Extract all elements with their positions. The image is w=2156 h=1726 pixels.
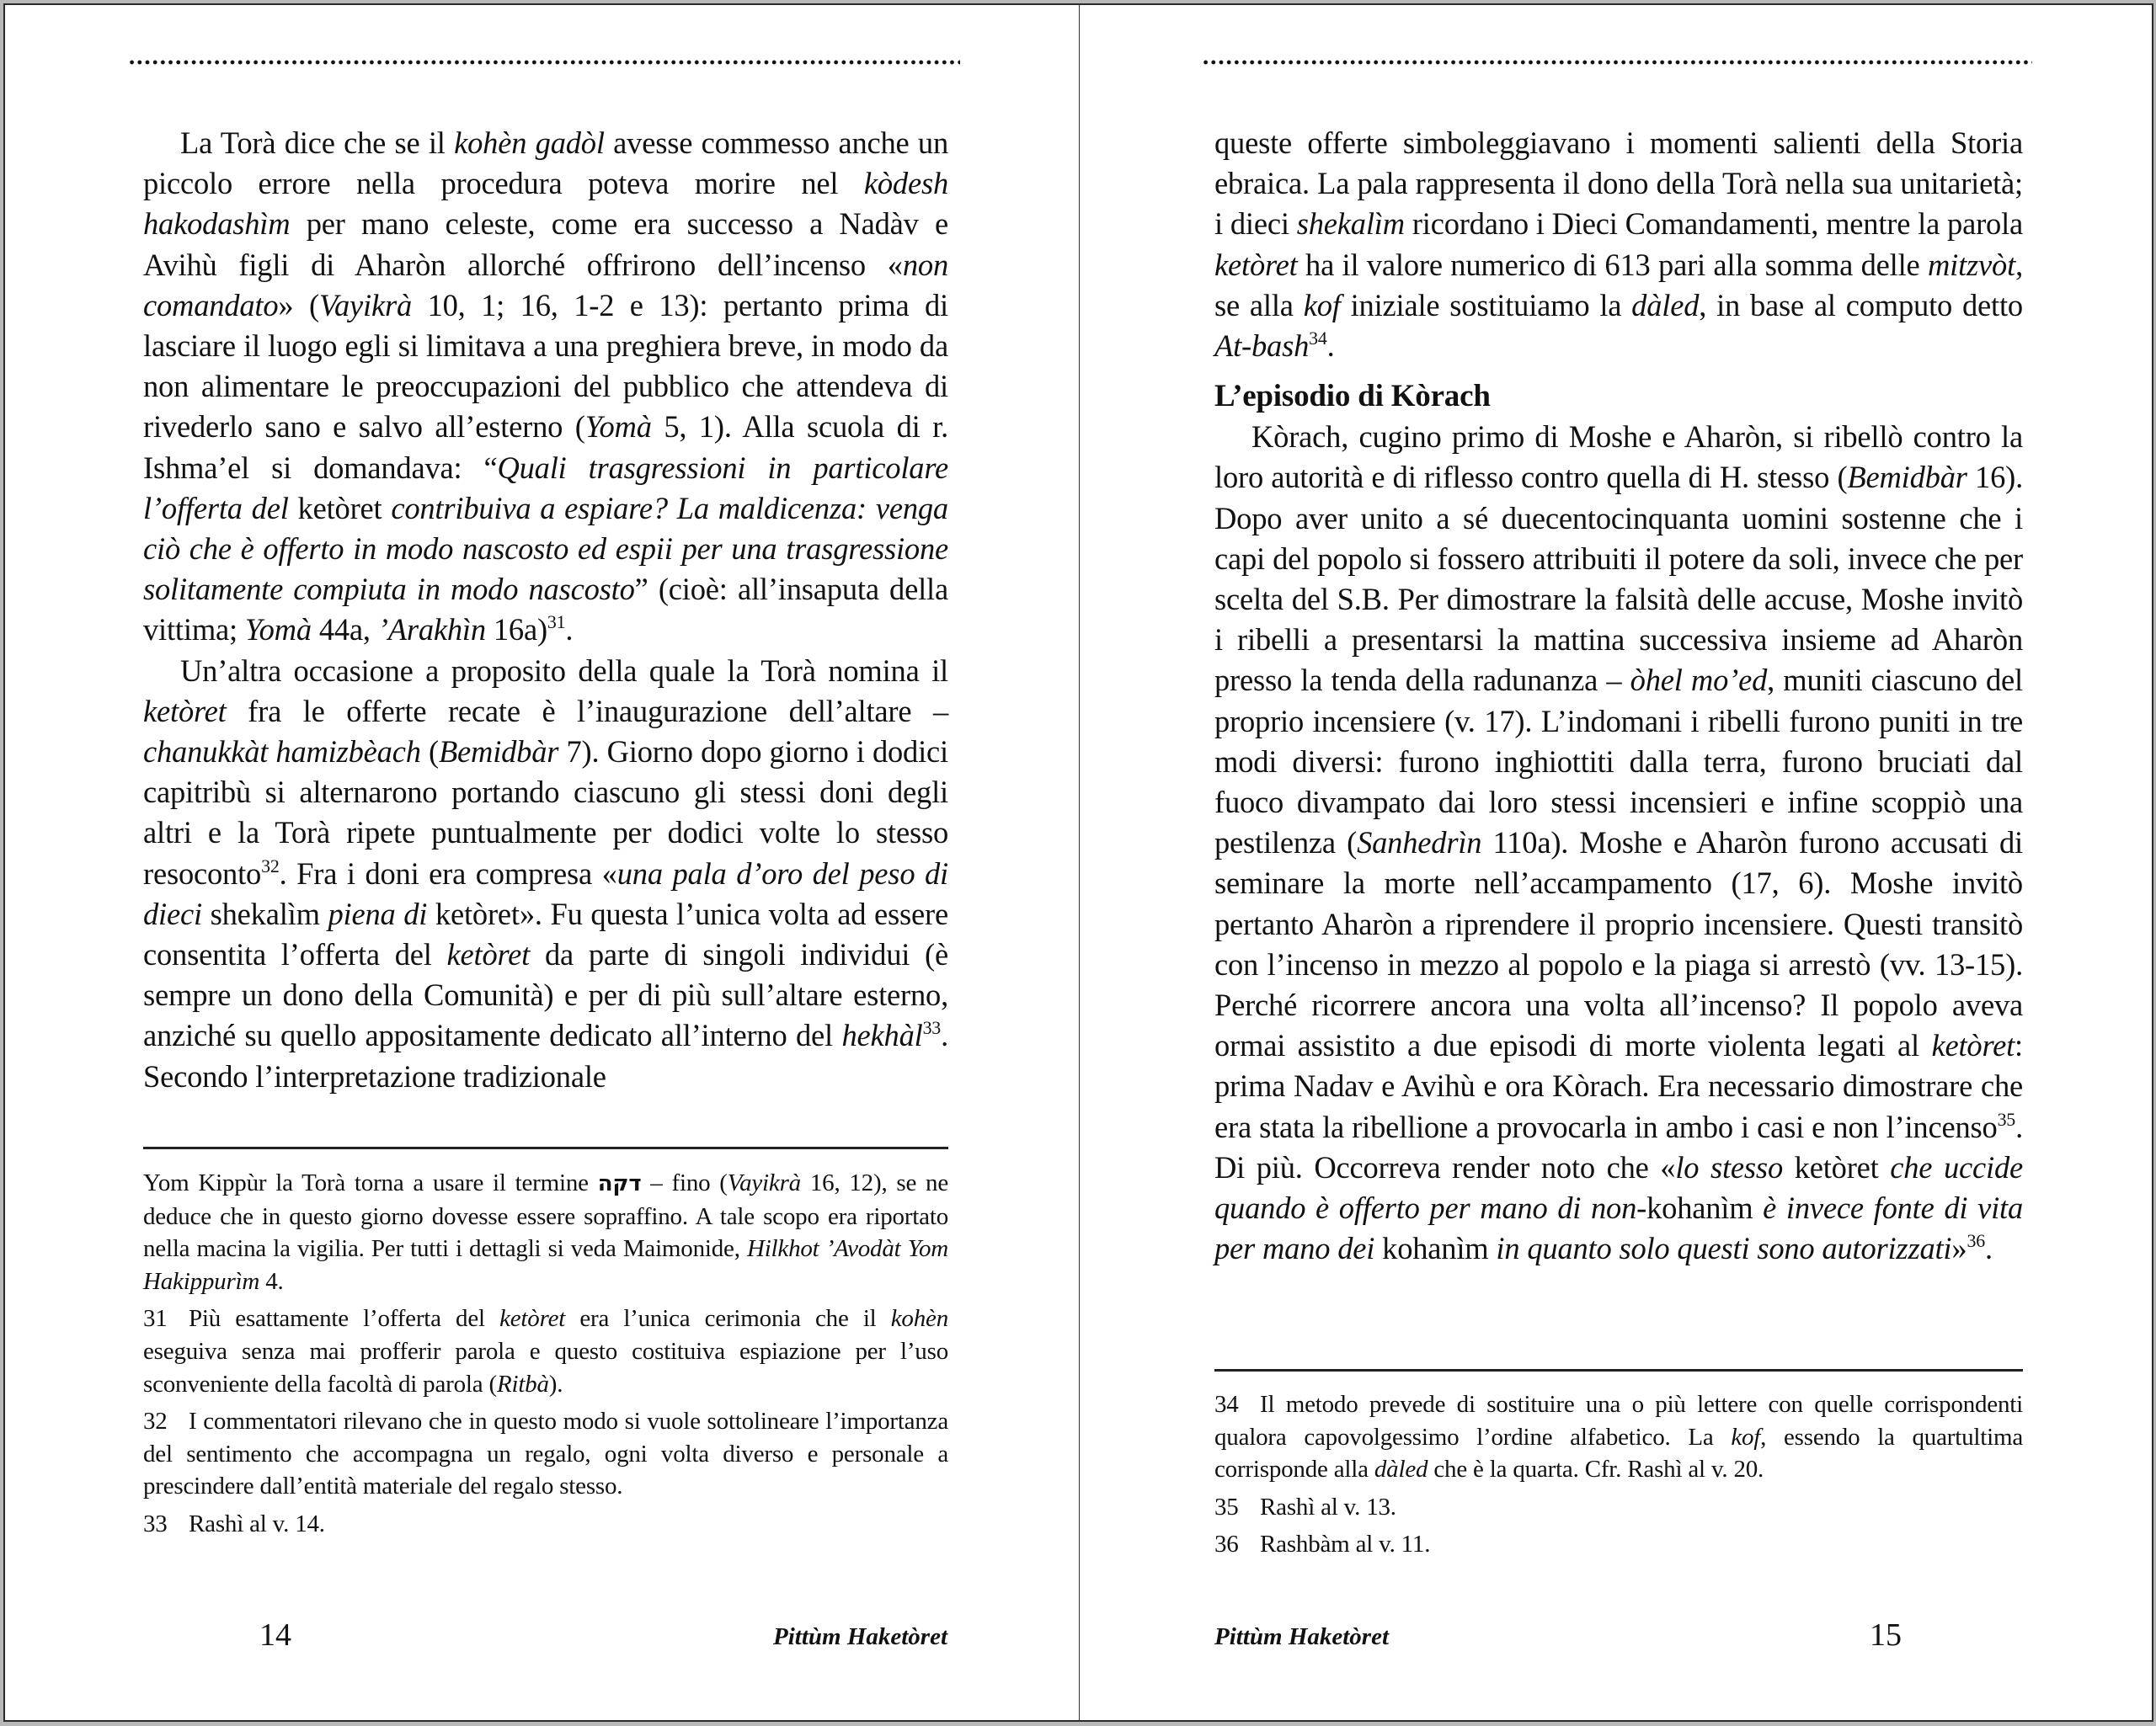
footnote-ref[interactable]: 33 [922,1017,942,1039]
footnote-32: 32 I commentatori rilevano che in questo modo si vuole sottolineare l’importanza del sentimento che accompagna un regalo, ogni volta diverso e personale a prescindere dall’entità materiale del regalo stesso. [143,1405,948,1503]
left-page [3,3,1080,1722]
header-dotted-rule [1202,59,2032,66]
footnote-34: 34 Il metodo prevede di sostituire una o più lettere con quelle corrispondenti qualora capovolgessimo l’ordine alfabetico. La kof, essendo la quartultima corrisponde alla dàled che è la quarta. Cfr. Rashì al v. 20. [1214,1388,2023,1486]
footnote-35: 35 Rashì al v. 13. [1214,1491,2023,1524]
page-number: 15 [1870,1617,1902,1653]
footnote-number: 34 [1214,1391,1239,1418]
footnote-33: 33 Rashì al v. 14. [143,1508,948,1541]
footnote-continuation: Yom Kippùr la Torà torna a usare il termine דקה – fino (Vayikrà 16, 12), se ne deduce che in questo giorno dovesse essere sopraffino. A tale scopo era riportato nella macina la vigilia. Per tutti i dettagli si veda Maimonide, Hilkhot ’Avodàt Yom Hakippurìm 4. [143,1169,948,1295]
footnote-ref[interactable]: 36 [1967,1230,1985,1252]
footnotes [1214,1388,2023,1566]
footnote-number: 33 [143,1510,168,1537]
section-heading: L’episodio di Kòrach [1214,379,1491,414]
footnote-ref[interactable]: 35 [1997,1108,2016,1130]
header-dotted-rule [128,59,960,66]
footnote-number: 36 [1214,1531,1239,1558]
footnote-rule [1214,1369,2023,1372]
footnote-number: 31 [143,1305,168,1333]
footnote-ref[interactable]: 31 [547,611,566,633]
paragraph: queste offerte simboleggiavano i momenti salienti della Storia ebraica. La pala rappresenta il dono della Torà nella sua unitarietà; i dieci shekalìm ricordano i Dieci Comandamenti, mentre la parola ketòret ha il valore numerico di 613 pari alla somma delle mitzvòt, se alla kof iniziale sostituiamo la dàled, in base al computo detto At-bash$^{34}$. [1214,125,2024,364]
footnote-number: 32 [143,1408,168,1436]
body-text [143,123,948,1097]
paragraph: Kòrach, cugino primo di Moshe e Aharòn, si ribellò contro la loro autorità e di riflesso contro quella di H. stesso (Bemidbàr 16). Dopo aver unito a sé duecentocinquanta uomini sostenne che i capi del popolo si fossero attribuiti il potere da soli, invece che per scelta del S.B. Per dimostrare la falsità delle accuse, Moshe invitò i ribelli a presentarsi la mattina successiva insieme ad Aharòn presso la tenda della radunanza – òhel mo’ed, muniti ciascuno del proprio incensiere (v. 17). L’indomani i ribelli furono puniti in tre modi diversi: furono inghiottiti dalla terra, furono bruciati dal fuoco divampato dai loro stessi incensieri e infine scoppiò una pestilenza (Sanhedrìn 110a). Moshe e Aharòn furono accusati di seminare la morte nell’accampamento (17, 6). Moshe invitò pertanto Aharòn a riprendere il proprio incensiere. Questi transitò con l’incenso in mezzo al popolo e la piaga si arrestò (vv. 13-15). Perché ricorrere ancora una volta all’incenso? Il popolo aveva ormai assistito a due episodi di morte violenta legati al ketòret: prima Nadav e Avihù e ora Kòrach. Era necessario dimostrare che era stata la ribellione a provocarla in ambo i casi e non l’incenso$^{35}$. Di più. Occorreva render noto che «lo stesso ketòret che uccide quando è offerto per mano di non-kohanìm è invece fonte di vita per mano dei kohanìm in quanto solo questi sono autorizzati»$^{36}$. [1214,419,2024,1266]
footnote-rule [143,1147,948,1149]
page-number: 14 [259,1617,291,1653]
paragraph: Un’altra occasione a proposito della quale la Torà nomina il ketòret fra le offerte recate è l’inaugurazione dell’altare – chanukkàt hamizbèach (Bemidbàr 7). Giorno dopo giorno i dodici capitribù si alternarono portando ciascuno gli stessi doni degli altri e la Torà ripete puntualmente per dodici volte lo stesso resoconto$^{32}$. Fra i doni era compresa «una pala d’oro del peso di dieci shekalìm piena di ketòret». Fu questa l’unica volta ad essere consentita l’offerta del ketòret da parte di singoli individui (è sempre un dono della Comunità) e per di più sull’altare esterno, anziché su quello appositamente dedicato all’interno del hekhàl$^{33}$. Secondo l’interpretazione tradizionale [143,653,948,1094]
footnote-ref[interactable]: 34 [1309,327,1327,349]
running-title: Pittùm Haketòret [773,1623,948,1650]
running-title: Pittùm Haketòret [1214,1623,1390,1650]
right-page [1079,3,2153,1722]
footnote-ref[interactable]: 32 [261,855,280,876]
footnotes [143,1167,948,1546]
footnote-31: 31 Più esattamente l’offerta del ketòret era l’unica cerimonia che il kohèn eseguiva senza mai profferir parola e questo costituiva espiazione per l’uso sconveniente della facoltà di parola (Ritbà). [143,1302,948,1400]
paragraph: La Torà dice che se il kohèn gadòl avesse commesso anche un piccolo errore nella procedura poteva morire nel kòdesh hakodashìm per mano celeste, come era successo a Nadàv e Avihù figli di Aharòn allorché offrirono dell’incenso «non comandato» (Vayikrà 10, 1; 16, 1-2 e 13): pertanto prima di lasciare il luogo egli si limitava a una preghiera breve, in modo da non alimentare le preoccupazioni del pubblico che attendeva di rivederlo sano e salvo all’esterno (Yomà 5, 1). Alla scuola di r. Ishma’el si domandava: “Quali trasgressioni in particolare l’offerta del ketòret contribuiva a espiare? La maldicenza: venga ciò che è offerto in modo nascosto ed espii per una trasgressione solitamente compiuta in modo nascosto” (cioè: all’insaputa della vittima; Yomà 44a, ’Arakhìn 16a)$^{31}$. [143,125,949,647]
footnote-36: 36 Rashbàm al v. 11. [1214,1528,2023,1561]
hebrew-word: דקה [597,1171,642,1196]
footnote-number: 35 [1214,1493,1239,1521]
body-text [1214,123,2023,1269]
